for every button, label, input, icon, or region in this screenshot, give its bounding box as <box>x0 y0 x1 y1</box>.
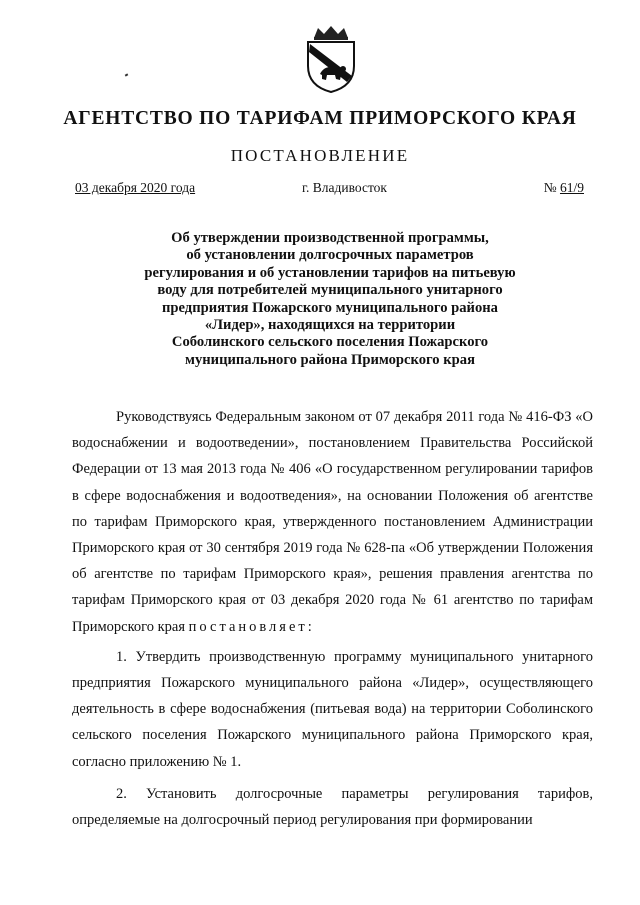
document-date: 03 декабря 2020 года <box>75 180 196 195</box>
document-title <box>120 230 540 369</box>
title-line: об установлении долгосрочных параметров <box>186 247 474 264</box>
title-line: муниципального района Приморского края <box>185 351 475 368</box>
coat-of-arms-icon <box>300 24 362 94</box>
preamble-text: Руководствуясь Федеральным законом от 07 декабря 2011 года № 416-ФЗ «О водоснабжении и водоотведении», постановлением Правительства Российской Федерации от 13 мая 2013 года № 406 «О государственном регулировании тарифов в сфере водоснабжения и водоотведения», на основании Положения об агентстве по тарифам Приморского края, утвержденного постановлением Администрации Приморского края от 30 сентября 2019 года № 628-па «Об утверждении Положения об агентстве по тарифам Приморского края», решения правления агентства по тарифам Приморского края от 03 декабря 2020 года № 61 агентство по тарифам Приморского края <box>72 409 593 635</box>
document-body <box>72 404 593 833</box>
resolves-word: постановляет: <box>188 618 315 635</box>
number-prefix: № <box>543 180 557 195</box>
scan-speck <box>125 73 129 76</box>
document-city: г. Владивосток <box>302 180 387 195</box>
title-line: предприятия Пожарского муниципального района <box>162 299 498 316</box>
document-number <box>544 180 584 196</box>
number-value: 61/9 <box>559 180 584 195</box>
item-1-paragraph: 1. Утвердить производственную программу муниципального унитарного предприятия Пожарского муниципального района «Лидер», осуществляющего деятельность в сфере водоснабжения (питьевая вода) на территории Соболинского сельского поселения Пожарского муниципального района Приморского края, согласно приложению № 1. <box>72 648 593 770</box>
title-line: Соболинского сельского поселения Пожарского <box>171 334 489 351</box>
title-line: регулирования и об установлении тарифов на питьевую <box>144 264 516 281</box>
document-type: ПОСТАНОВЛЕНИЕ <box>230 146 410 165</box>
title-line: Об утверждении производственной программы, <box>171 230 489 246</box>
preamble-paragraph <box>72 404 593 640</box>
item-2-paragraph: 2. Установить долгосрочные параметры регулирования тарифов, определяемые на долгосрочный период регулирования при формировании <box>72 785 593 829</box>
title-line: воду для потребителей муниципального унитарного <box>157 282 503 299</box>
agency-name: АГЕНТСТВО ПО ТАРИФАМ ПРИМОРСКОГО КРАЯ <box>63 108 577 129</box>
title-line: «Лидер», находящихся на территории <box>204 317 456 334</box>
